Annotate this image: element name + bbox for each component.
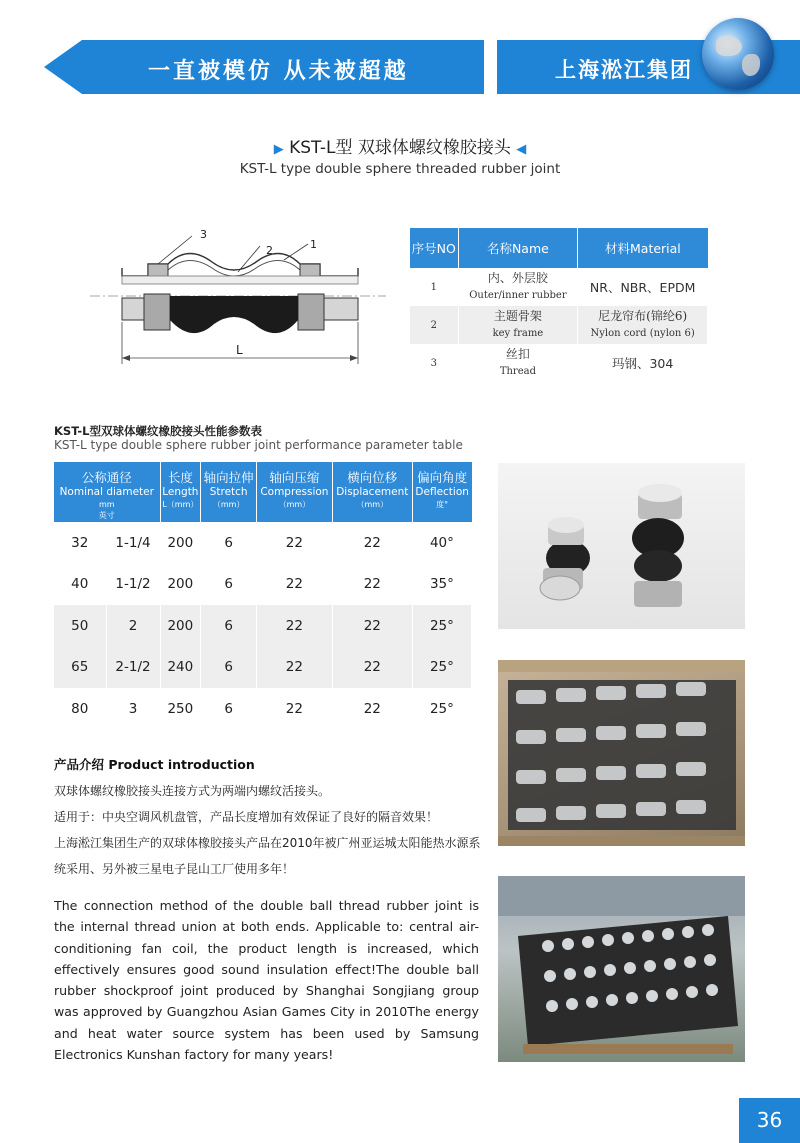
table-row: 50 2 200 6 22 22 25°: [54, 605, 472, 647]
inner-cord-line: [168, 260, 300, 276]
header-length: 长度 Length L（mm）: [160, 462, 201, 522]
header-deflection: 偏向角度 Deflection 度°: [412, 462, 471, 522]
page-subtitle: KST-L type double sphere threaded rubber joint: [239, 161, 561, 177]
table-row: 2 主题骨架 key frame 尼龙帘布(锦纶6) Nylon cord (nylon 6): [410, 306, 708, 344]
product-photo-pallet: [498, 876, 745, 1062]
label-L: L: [236, 343, 243, 357]
lower-left-nut: [144, 294, 170, 330]
performance-caption-en: KST-L type double sphere rubber joint performance parameter table: [54, 438, 463, 452]
material-header-material: 材料Material: [578, 228, 708, 268]
rubber-body: [170, 296, 298, 333]
table-row: 65 2-1/2 240 6 22 22 25°: [54, 647, 472, 689]
material-header-name: 名称Name: [458, 228, 578, 268]
product-photo-crate: [498, 660, 745, 846]
slogan-text: 一直被模仿 从未被超越: [148, 59, 409, 84]
joint-cross-section-diagram: [88, 224, 388, 368]
table-row: 32 1-1/4 200 6 22 22 40°: [54, 522, 472, 564]
material-table: [410, 228, 708, 382]
globe-logo-icon: [702, 18, 774, 90]
header-displacement: 横向位移 Displacement （mm）: [332, 462, 412, 522]
triangle-right-icon: ▶: [273, 142, 284, 157]
upper-bore: [122, 276, 358, 284]
header-compression: 轴向压缩 Compression （mm）: [257, 462, 333, 522]
header-nominal: 公称通径 Nominal diameter mm英寸: [54, 462, 160, 522]
intro-heading: 产品介绍 Product introduction: [54, 757, 255, 772]
intro-chinese-text: 双球体螺纹橡胶接头连接方式为两端内螺纹活接头。 适用于：中央空调风机盘管，产品长度增加有效保证了良好的隔音效果！ 上海淞江集团生产的双球体橡胶接头产品在2010年被广州亚运城太阳能热水源系统采用、另外被三星电子昆山工厂使用多年！: [54, 784, 481, 876]
table-row: 3 丝扣 Thread 玛钢、304: [410, 344, 708, 382]
lower-left-flange: [122, 298, 144, 320]
page-title-text: KST-L型 双球体螺纹橡胶接头: [289, 138, 511, 158]
table-row: 40 1-1/2 200 6 22 22 35°: [54, 564, 472, 606]
label-2: 2: [266, 244, 273, 257]
intro-english-text: The connection method of the double ball thread rubber joint is the internal thread union at both ends. Applicable to: central air-conditioning fan coil, the product length is increased, which effectively ensures good sound insulation effect!The double ball rubber shockproof joint produced by Shanghai Songjiang group was approved by Guangzhou Asian Games City in 2010The energy and heat water source system has been used by Samsung Electronics Kunshan factory for many years!: [54, 898, 479, 1063]
table-row: 1 内、外层胶 Outer/inner rubber NR、NBR、EPDM: [410, 268, 708, 306]
header-stretch: 轴向拉伸 Stretch （mm）: [201, 462, 257, 522]
performance-caption-cn: KST-L型双球体螺纹橡胶接头性能参数表: [54, 424, 262, 438]
table-row: 80 3 250 6 22 22 25°: [54, 688, 472, 730]
triangle-left-icon: ◀: [516, 142, 527, 157]
company-name: 上海淞江集团: [555, 58, 693, 82]
page-number: 36: [739, 1098, 800, 1143]
performance-table: [54, 462, 472, 730]
material-header-no: 序号NO: [410, 228, 458, 268]
lower-right-flange: [324, 298, 358, 320]
page-title: [0, 133, 800, 158]
lower-right-nut: [298, 294, 324, 330]
label-3: 3: [200, 228, 207, 241]
label-1: 1: [310, 238, 317, 251]
product-photo-single: [498, 463, 745, 629]
